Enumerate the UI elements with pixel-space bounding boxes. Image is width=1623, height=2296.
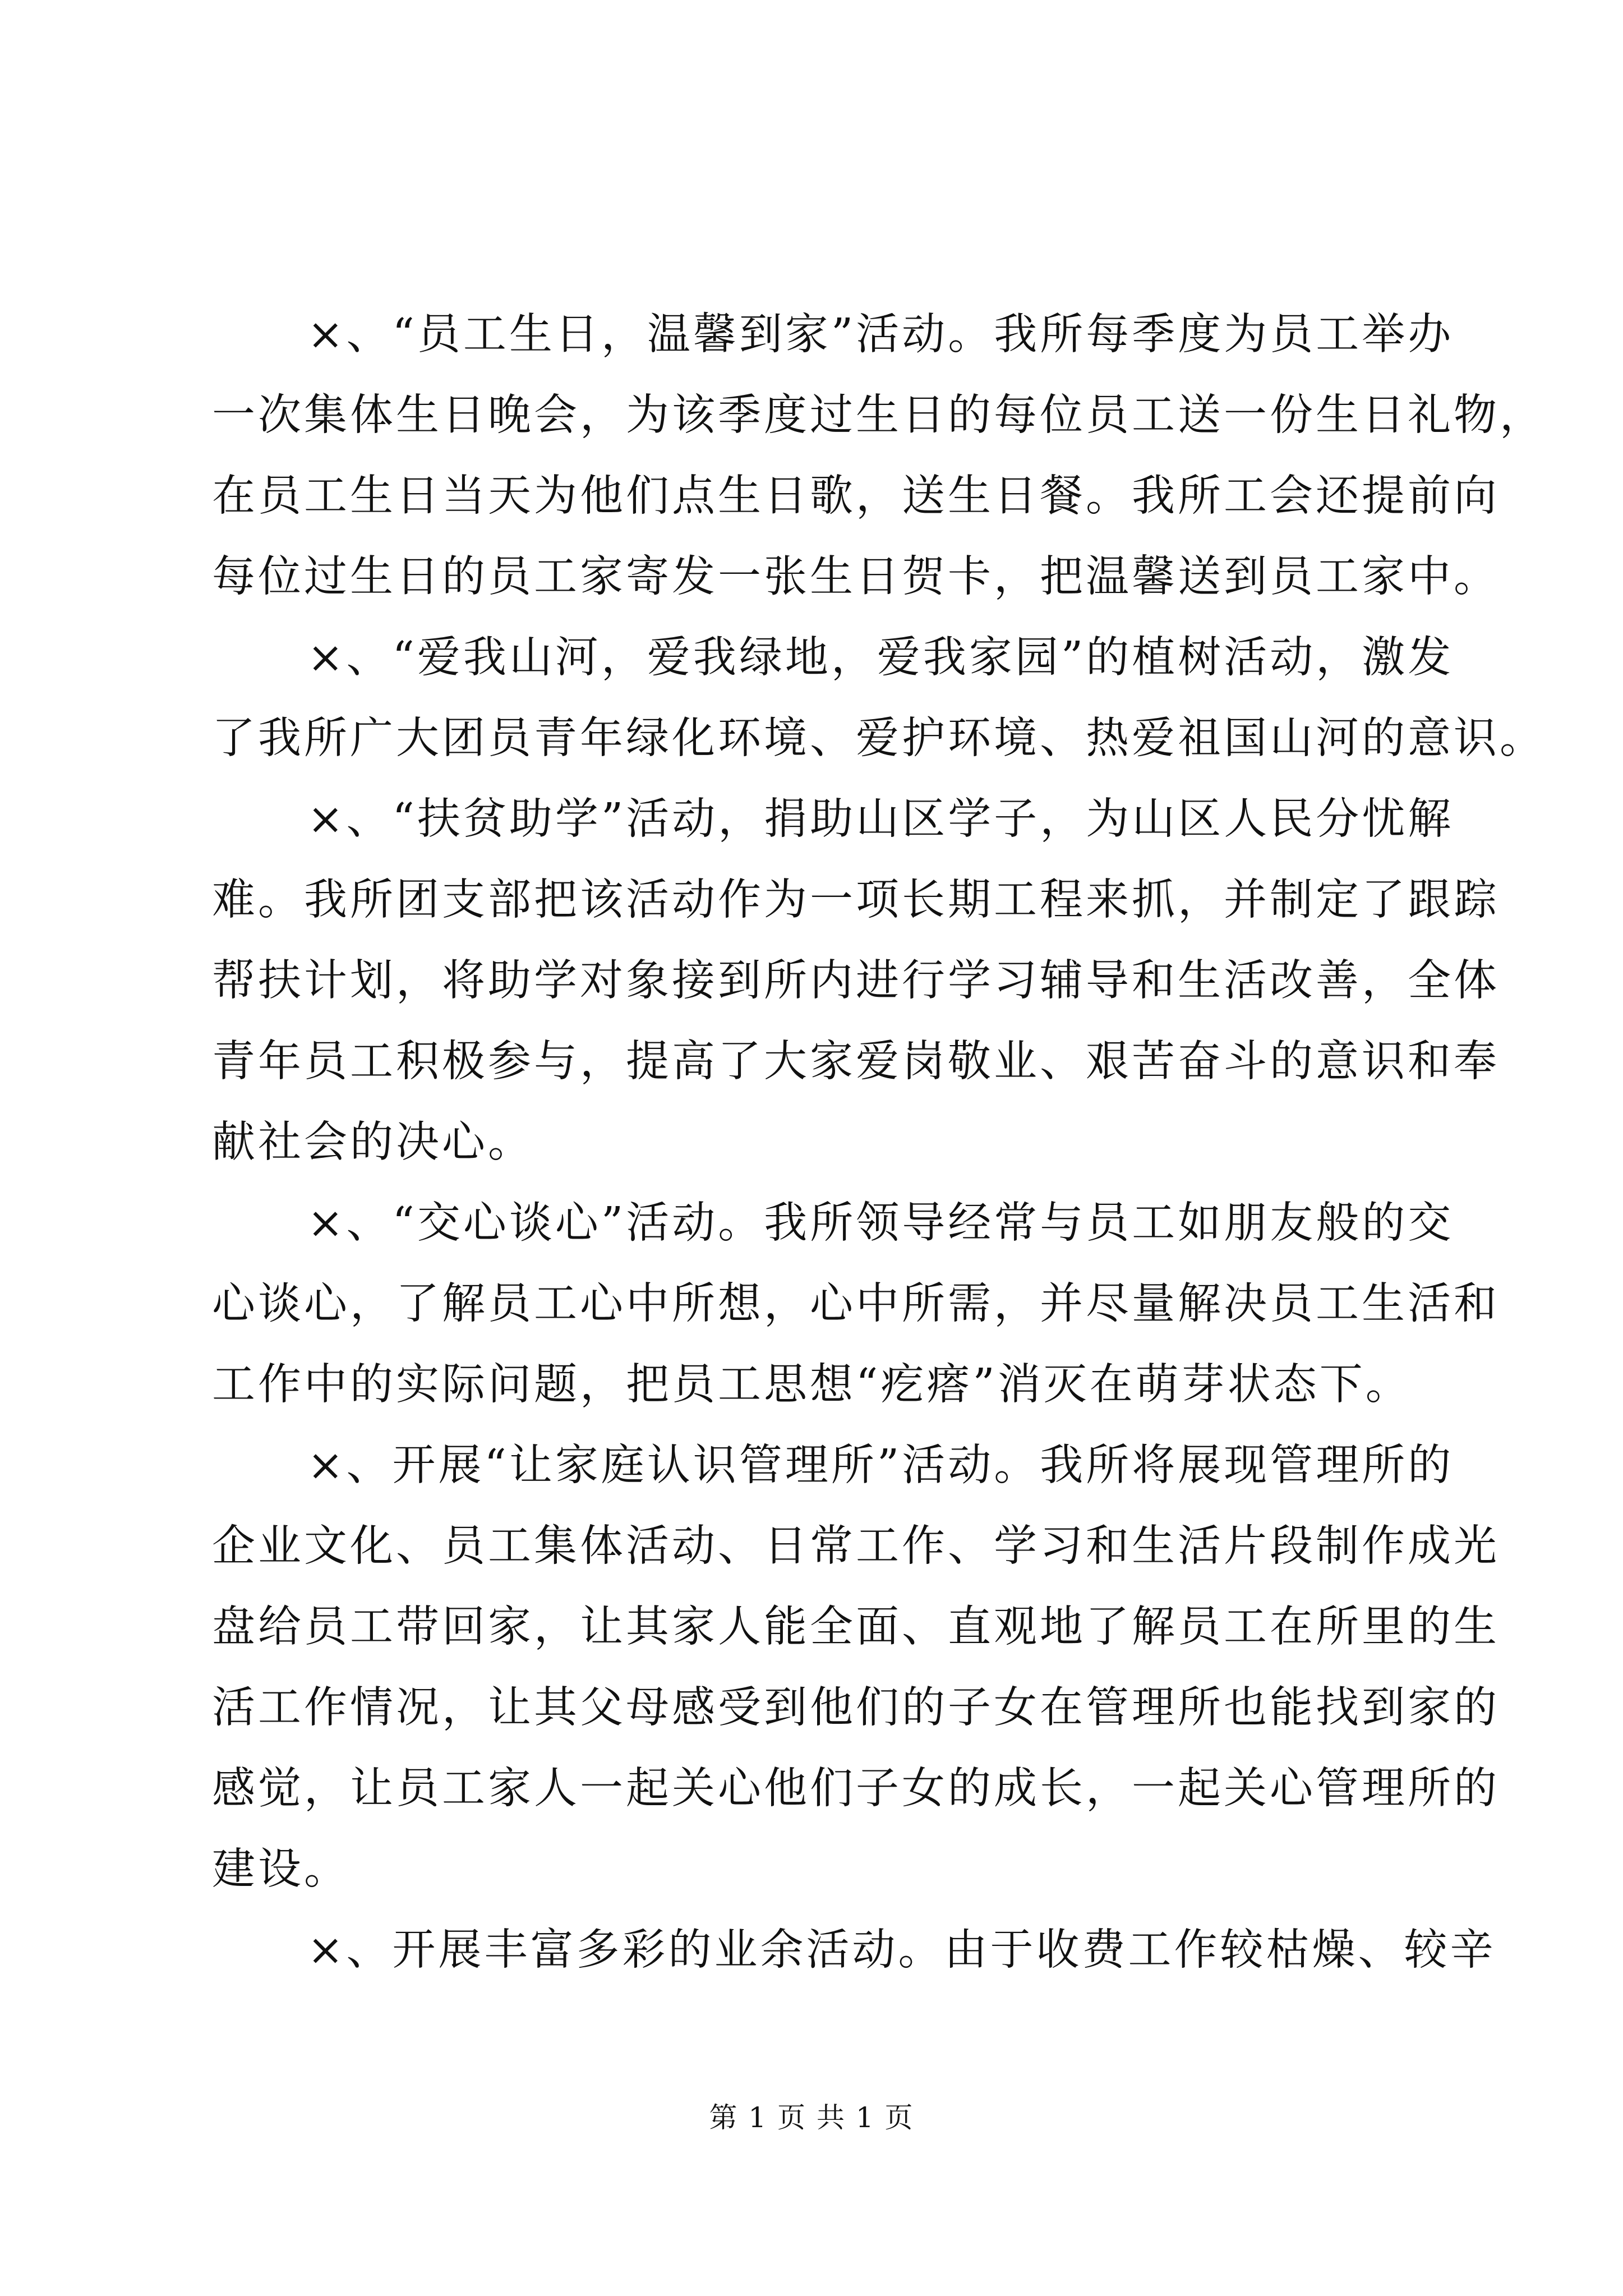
text-line: ×、“交心谈心”活动。我所领导经常与员工如朋友般的交 xyxy=(307,1198,1454,1248)
page-footer: 第 1 页 共 1 页 xyxy=(709,2101,914,2134)
text-line: 建设。 xyxy=(212,1844,350,1894)
text-line: 难。我所团支部把该活动作为一项长期工程来抓，并制定了跟踪 xyxy=(212,875,1500,925)
text-line: 每位过生日的员工家寄发一张生日贺卡，把温馨送到员工家中。 xyxy=(212,552,1500,602)
text-line: 心谈心，了解员工心中所想，心中所需，并尽量解决员工生活和 xyxy=(212,1279,1500,1329)
document-body xyxy=(212,295,1546,1991)
text-line: ×、“员工生日，温馨到家”活动。我所每季度为员工举办 xyxy=(307,310,1454,360)
text-line: 活工作情况，让其父母感受到他们的子女在管理所也能找到家的 xyxy=(212,1683,1500,1733)
text-line: 企业文化、员工集体活动、日常工作、学习和生活片段制作成光 xyxy=(212,1521,1500,1571)
text-line: 献社会的决心。 xyxy=(212,1117,534,1167)
text-line: ×、“扶贫助学”活动，捐助山区学子，为山区人民分忧解 xyxy=(307,794,1454,844)
text-line: 在员工生日当天为他们点生日歌，送生日餐。我所工会还提前向 xyxy=(212,471,1500,521)
text-line: 盘给员工带回家，让其家人能全面、直观地了解员工在所里的生 xyxy=(212,1602,1500,1652)
text-line: 一次集体生日晚会，为该季度过生日的每位员工送一份生日礼物， xyxy=(212,390,1546,440)
text-line: 了我所广大团员青年绿化环境、爱护环境、热爱祖国山河的意识。 xyxy=(212,714,1546,763)
text-line: ×、开展“让家庭认识管理所”活动。我所将展现管理所的 xyxy=(307,1441,1454,1490)
text-line: 青年员工积极参与，提高了大家爱岗敬业、艰苦奋斗的意识和奉 xyxy=(212,1037,1500,1087)
text-line: 帮扶计划，将助学对象接到所内进行学习辅导和生活改善，全体 xyxy=(212,956,1500,1006)
text-line: ×、开展丰富多彩的业余活动。由于收费工作较枯燥、较辛 xyxy=(307,1925,1496,1975)
text-line: 感觉，让员工家人一起关心他们子女的成长，一起关心管理所的 xyxy=(212,1764,1500,1814)
text-line: 工作中的实际问题，把员工思想“疙瘩”消灭在萌芽状态下。 xyxy=(212,1360,1412,1410)
text-line: ×、“爱我山河，爱我绿地，爱我家园”的植树活动，激发 xyxy=(307,633,1454,683)
